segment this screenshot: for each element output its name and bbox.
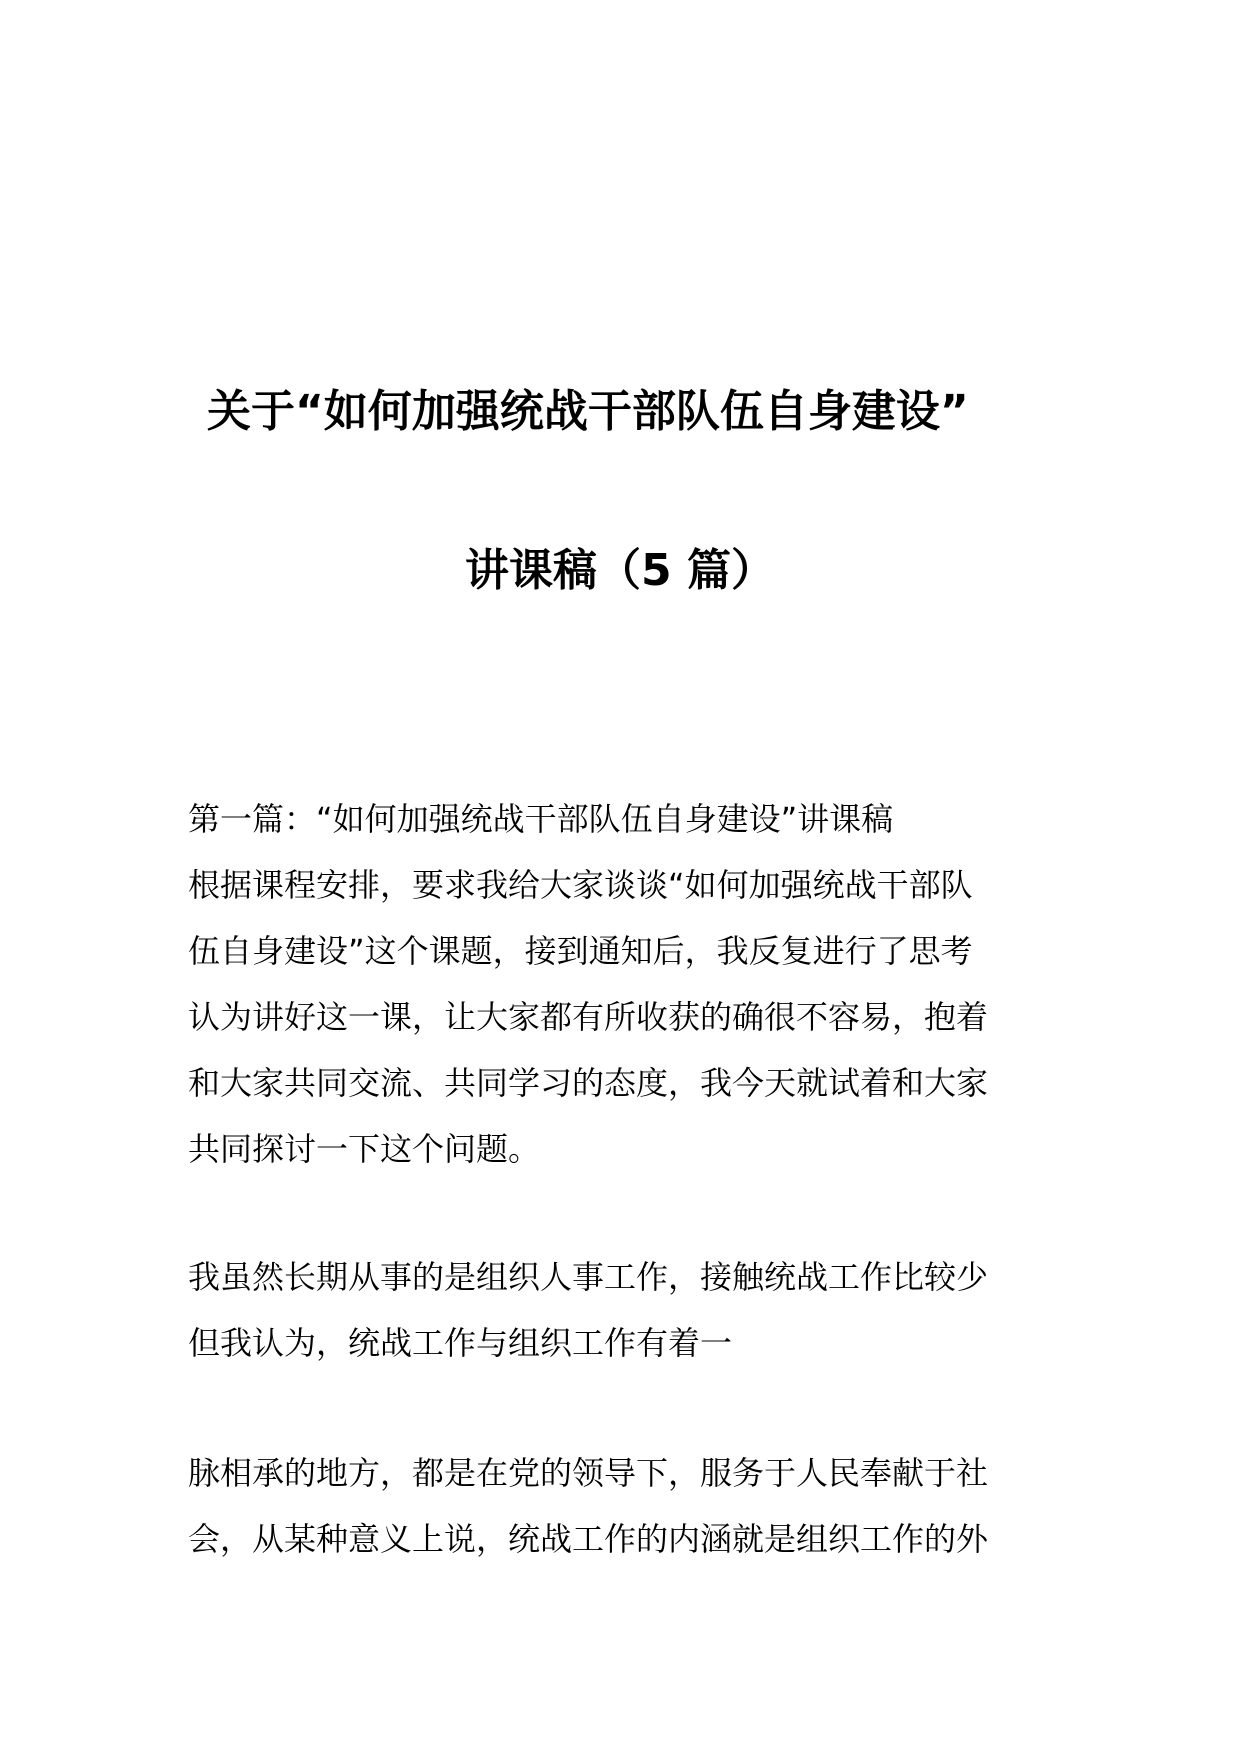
paragraph-line: 共同探讨一下这个问题。	[188, 1130, 541, 1168]
paragraph-3	[188, 1440, 1068, 1572]
paragraph-line: 伍自身建设”这个课题，接到通知后，我反复进行了思考	[188, 932, 973, 970]
paragraph-line: 第一篇：“如何加强统战干部队伍自身建设”讲课稿	[188, 800, 894, 838]
paragraph-line: 我虽然长期从事的是组织人事工作，接触统战工作比较少	[188, 1258, 989, 1296]
paragraph-2	[188, 1244, 1068, 1376]
paragraph-line: 会，从某种意义上说，统战工作的内涵就是组织工作的外	[188, 1520, 989, 1558]
paragraph-line: 认为讲好这一课，让大家都有所收获的确很不容易，抱着	[188, 998, 989, 1036]
paragraph-1	[188, 786, 1068, 1182]
paragraph-line: 但我认为，统战工作与组织工作有着一	[188, 1324, 733, 1362]
paragraph-line: 脉相承的地方，都是在党的领导下，服务于人民奉献于社	[188, 1454, 989, 1492]
paragraph-line: 和大家共同交流、共同学习的态度，我今天就试着和大家	[188, 1064, 989, 1102]
document-title-line-2: 讲课稿（5 篇）	[465, 545, 775, 596]
paragraph-line: 根据课程安排，要求我给大家谈谈“如何加强统战干部队	[188, 866, 973, 904]
document-title-line-1: 关于“如何加强统战干部队伍自身建设”	[207, 386, 969, 437]
